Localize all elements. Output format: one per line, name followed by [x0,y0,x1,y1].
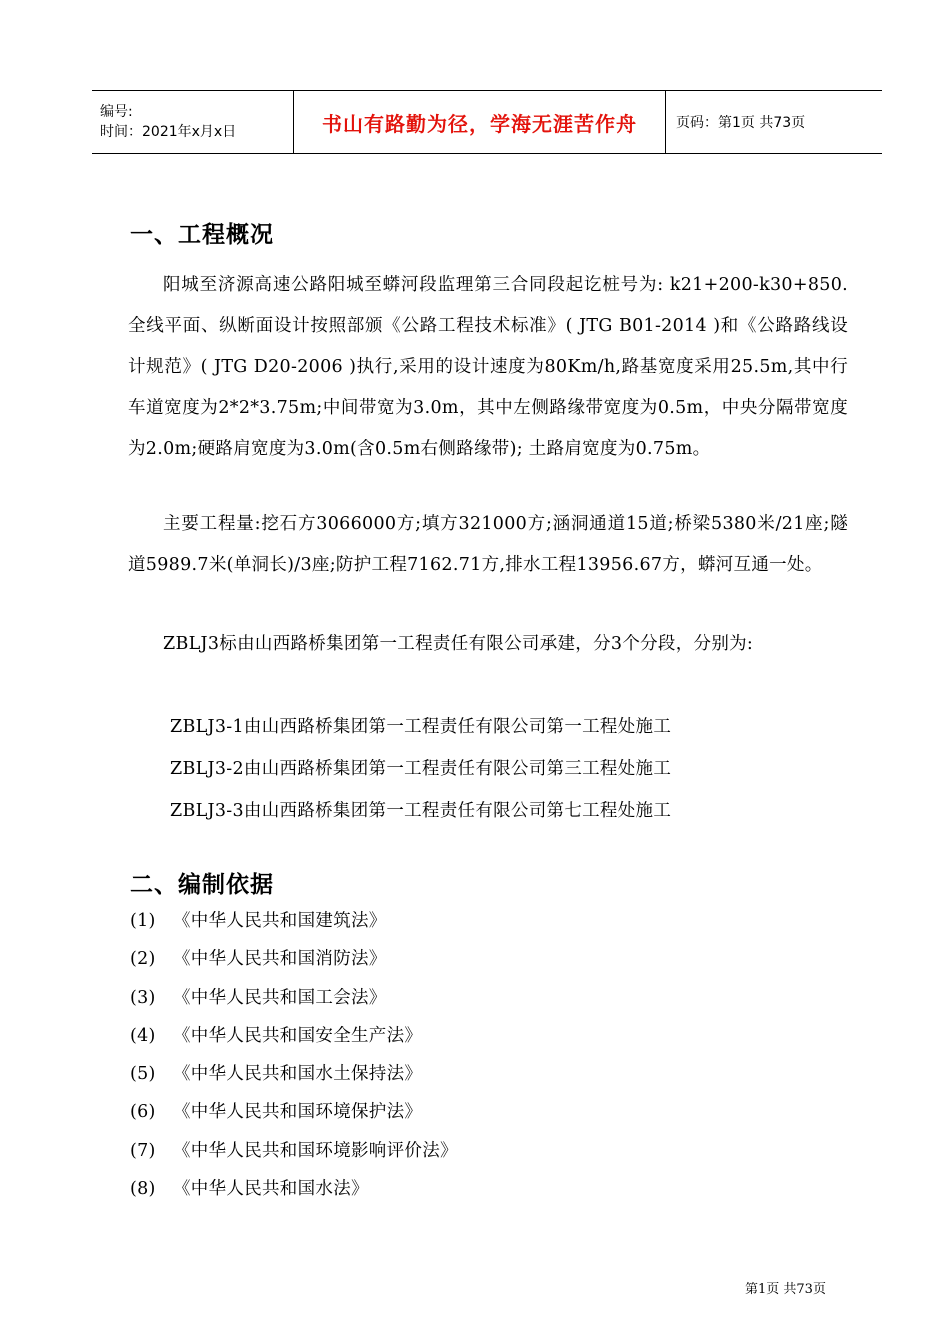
list-item-text: 《中华人民共和国环境保护法》 [173,1102,423,1123]
overview-paragraph-1: 阳城至济源高速公路阳城至蟒河段监理第三合同段起讫桩号为: k21+200-k30+850.全线平面、纵断面设计按照部颁《公路工程技术标准》( JTG B01-2014 )和《公路路线设计规范》( JTG D20-2006 )执行,采用的设计速度为80Km/h,路基宽度采用25.5m,其中行车道宽度为2*2*3.75m;中间带宽为3.0m，其中左侧路缘带宽度为0.5m，中央分隔带宽度为2.0m;硬路肩宽度为3.0m(含0.5m右侧路缘带); 土路肩宽度为0.75m。 [128,275,848,459]
list-item [130,902,458,940]
list-item-text: 《中华人民共和国工会法》 [173,987,387,1008]
overview-paragraph-2: 主要工程量:挖石方3066000方;填方321000方;涵洞通道15道;桥梁5380米/21座;隧道5989.7米(单洞长)/3座;防护工程7162.71方,排水工程13956.67方，蟒河互通一处。 [128,514,848,575]
list-item-text: 《中华人民共和国环境影响评价法》 [173,1140,458,1161]
list-item [130,1170,458,1208]
subsection-line-2: ZBLJ3-2由山西路桥集团第一工程责任有限公司第三工程处施工 [170,759,672,779]
page-header [92,90,882,154]
list-item-number: (6) [130,1102,156,1123]
list-item-text: 《中华人民共和国水法》 [173,1179,369,1200]
list-item-number: (4) [130,1025,156,1046]
list-item [130,979,458,1017]
header-meta [92,91,293,153]
subsection-line-1: ZBLJ3-1由山西路桥集团第一工程责任有限公司第一工程处施工 [170,717,672,737]
list-item-text: 《中华人民共和国水土保持法》 [173,1064,423,1085]
header-page-label: 页码：第1页 共73页 [676,115,806,131]
list-item [130,1055,458,1093]
header-motto: 书山有路勤为径，学海无涯苦作舟 [293,91,666,153]
subsection-line-3: ZBLJ3-3由山西路桥集团第一工程责任有限公司第七工程处施工 [170,801,672,821]
list-item [130,1017,458,1055]
list-item-number: (5) [130,1064,156,1085]
page-footer: 第1页 共73页 [745,1282,826,1297]
number-label: 编号: [100,104,133,120]
list-item-number: (3) [130,987,156,1008]
time-label: 时间：2021年x月x日 [100,124,237,140]
list-item-number: (2) [130,949,156,970]
list-item-text: 《中华人民共和国建筑法》 [173,911,387,931]
list-item-number: (8) [130,1179,156,1200]
list-item-text: 《中华人民共和国安全生产法》 [173,1025,423,1046]
list-item-number: (7) [130,1140,156,1161]
section-heading-basis: 二、编制依据 [130,872,274,898]
basis-list [130,902,458,1208]
overview-paragraph-3: ZBLJ3标由山西路桥集团第一工程责任有限公司承建，分3个分段，分别为: [163,634,754,654]
list-item-number: (1) [130,911,156,931]
section-heading-overview: 一、工程概况 [130,222,274,248]
list-item-text: 《中华人民共和国消防法》 [173,949,387,970]
list-item [130,1093,458,1131]
list-item [130,940,458,978]
list-item [130,1132,458,1170]
